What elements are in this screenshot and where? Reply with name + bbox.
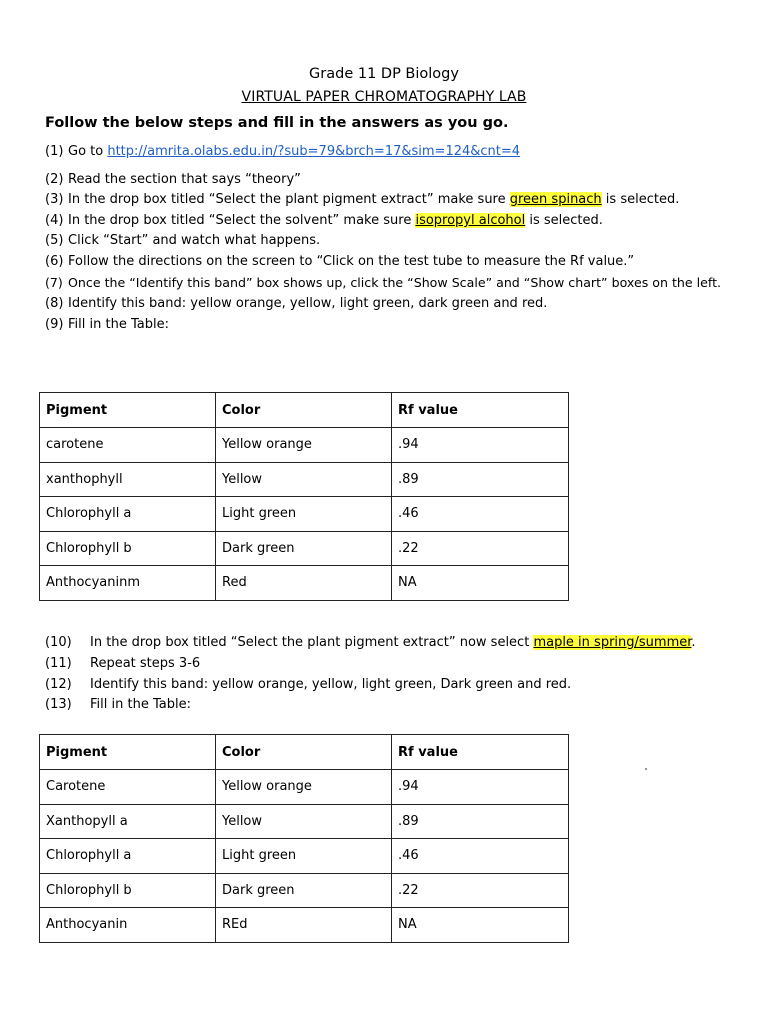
step-9 bbox=[45, 317, 169, 332]
cell-color: Light green bbox=[216, 839, 392, 874]
table-row bbox=[40, 531, 569, 566]
step-8 bbox=[45, 296, 547, 311]
cell-rf-value: NA bbox=[392, 908, 569, 943]
step-11 bbox=[45, 656, 200, 671]
cell-pigment: Anthocyanin bbox=[40, 908, 216, 943]
cell-color: Yellow orange bbox=[216, 770, 392, 805]
document-title: Grade 11 DP Biology bbox=[309, 66, 459, 82]
step-13 bbox=[45, 697, 191, 712]
instructions-heading: Follow the below steps and fill in the answers as you go. bbox=[45, 115, 509, 131]
step-text-end: is selected. bbox=[601, 192, 680, 207]
table-row bbox=[40, 770, 569, 805]
pigment-table-2 bbox=[39, 734, 569, 943]
cell-color: Dark green bbox=[216, 531, 392, 566]
highlight-maple: maple in spring/summer bbox=[533, 635, 692, 650]
subtitle-text: VIRTUAL PAPER CHROMATOGRAPHY LAB bbox=[241, 89, 527, 105]
step-number: (10) bbox=[45, 635, 72, 650]
lab-link[interactable]: http://amrita.olabs.edu.in/?sub=79&brch=17&sim=124&cnt=4 bbox=[107, 144, 521, 159]
cell-rf-value: NA bbox=[392, 566, 569, 601]
step-number: (5) bbox=[45, 233, 64, 248]
stray-mark bbox=[645, 768, 647, 770]
step-text-end: . bbox=[691, 635, 696, 650]
table-header-row bbox=[40, 393, 569, 428]
cell-rf-value: .94 bbox=[392, 428, 569, 463]
cell-color: Light green bbox=[216, 497, 392, 532]
header-color: Color bbox=[216, 393, 392, 428]
step-number: (11) bbox=[45, 656, 72, 671]
table-row bbox=[40, 497, 569, 532]
cell-color: Yellow orange bbox=[216, 428, 392, 463]
cell-rf-value: .22 bbox=[392, 873, 569, 908]
cell-rf-value: .46 bbox=[392, 839, 569, 874]
step-text: Read the section that says “theory” bbox=[68, 172, 301, 187]
step-4 bbox=[45, 213, 603, 228]
cell-rf-value: .89 bbox=[392, 462, 569, 497]
step-2 bbox=[45, 172, 301, 187]
step-text: In the drop box titled “Select the solvent” make sure bbox=[68, 213, 416, 228]
step-text: Once the “Identify this band” box shows up, click the “Show Scale” and “Show chart” boxes on the left. bbox=[68, 275, 722, 290]
highlight-isopropyl-alcohol: isopropyl alcohol bbox=[415, 213, 526, 228]
table-row bbox=[40, 908, 569, 943]
step-number: (12) bbox=[45, 677, 72, 692]
step-7 bbox=[45, 275, 721, 290]
cell-pigment: Chlorophyll a bbox=[40, 839, 216, 874]
step-number: (7) bbox=[45, 275, 63, 290]
cell-pigment: Anthocyaninm bbox=[40, 566, 216, 601]
cell-pigment: Carotene bbox=[40, 770, 216, 805]
step-number: (3) bbox=[45, 192, 64, 207]
cell-color: Yellow bbox=[216, 462, 392, 497]
step-text-end: is selected. bbox=[525, 213, 603, 228]
step-text: Fill in the Table: bbox=[68, 317, 169, 332]
cell-pigment: Xanthopyll a bbox=[40, 804, 216, 839]
step-12 bbox=[45, 677, 571, 692]
step-text: Go to bbox=[68, 144, 108, 159]
cell-pigment: xanthophyll bbox=[40, 462, 216, 497]
highlight-green-spinach: green spinach bbox=[509, 192, 602, 207]
step-text: Identify this band: yellow orange, yellow, light green, Dark green and red. bbox=[90, 677, 572, 692]
step-text: In the drop box titled “Select the plant pigment extract” make sure bbox=[68, 192, 510, 207]
cell-pigment: Chlorophyll b bbox=[40, 531, 216, 566]
step-text: In the drop box titled “Select the plant pigment extract” now select bbox=[90, 635, 534, 650]
step-text: Identify this band: yellow orange, yellow, light green, dark green and red. bbox=[68, 296, 548, 311]
cell-rf-value: .94 bbox=[392, 770, 569, 805]
header-color: Color bbox=[216, 735, 392, 770]
step-1 bbox=[45, 144, 520, 159]
header-pigment: Pigment bbox=[40, 735, 216, 770]
step-number: (6) bbox=[45, 254, 64, 269]
header-rf-value: Rf value bbox=[392, 735, 569, 770]
table-row bbox=[40, 804, 569, 839]
cell-color: Dark green bbox=[216, 873, 392, 908]
step-number: (8) bbox=[45, 296, 64, 311]
step-3 bbox=[45, 192, 679, 207]
step-number: (9) bbox=[45, 317, 64, 332]
document-subtitle bbox=[0, 89, 768, 105]
table-row bbox=[40, 462, 569, 497]
table-row bbox=[40, 428, 569, 463]
cell-pigment: Chlorophyll a bbox=[40, 497, 216, 532]
cell-rf-value: .89 bbox=[392, 804, 569, 839]
step-number: (1) bbox=[45, 144, 64, 159]
step-6 bbox=[45, 254, 634, 269]
step-text: Click “Start” and watch what happens. bbox=[68, 233, 321, 248]
step-text: Follow the directions on the screen to “Click on the test tube to measure the Rf value.” bbox=[68, 254, 635, 269]
cell-color: REd bbox=[216, 908, 392, 943]
cell-color: Yellow bbox=[216, 804, 392, 839]
header-pigment: Pigment bbox=[40, 393, 216, 428]
cell-pigment: Chlorophyll b bbox=[40, 873, 216, 908]
cell-rf-value: .22 bbox=[392, 531, 569, 566]
step-number: (13) bbox=[45, 697, 72, 712]
table-header-row bbox=[40, 735, 569, 770]
step-10 bbox=[45, 635, 696, 650]
header-rf-value: Rf value bbox=[392, 393, 569, 428]
cell-pigment: carotene bbox=[40, 428, 216, 463]
table-row bbox=[40, 566, 569, 601]
step-number: (4) bbox=[45, 213, 64, 228]
step-number: (2) bbox=[45, 172, 64, 187]
pigment-table-1 bbox=[39, 392, 569, 601]
step-text: Repeat steps 3-6 bbox=[90, 656, 201, 671]
table-row bbox=[40, 873, 569, 908]
step-text: Fill in the Table: bbox=[90, 697, 191, 712]
table-row bbox=[40, 839, 569, 874]
cell-color: Red bbox=[216, 566, 392, 601]
cell-rf-value: .46 bbox=[392, 497, 569, 532]
step-5 bbox=[45, 233, 320, 248]
